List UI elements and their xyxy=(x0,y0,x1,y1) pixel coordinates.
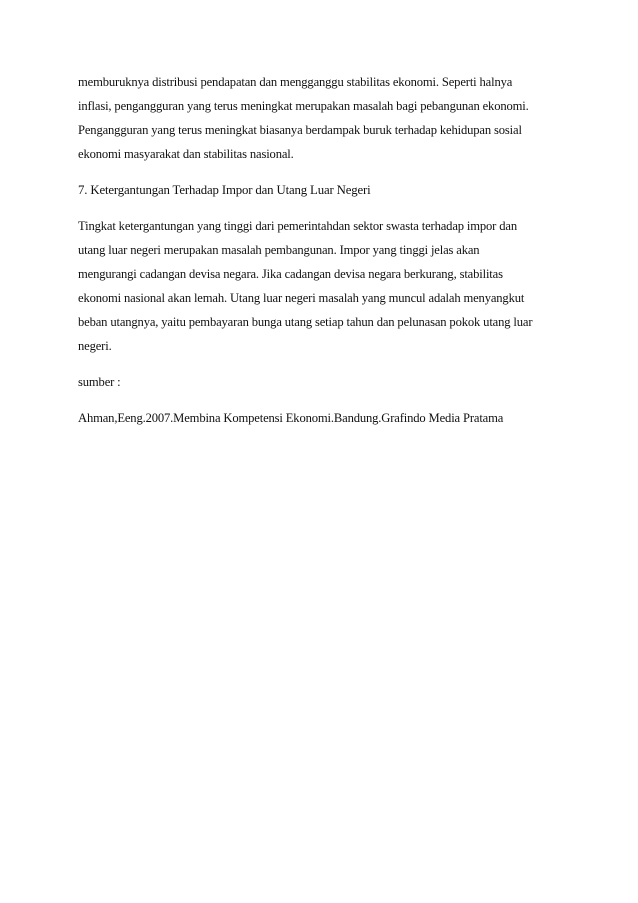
source-citation-block xyxy=(78,406,568,430)
text-line: mengurangi cadangan devisa negara. Jika cadangan devisa negara berkurang, stabilitas xyxy=(78,267,503,281)
source-label-block xyxy=(78,370,568,394)
source-citation: Ahman,Eeng.2007.Membina Kompetensi Ekonomi.Bandung.Grafindo Media Pratama xyxy=(78,411,504,425)
text-line: inflasi, pengangguran yang terus meningkat merupakan masalah bagi pebangunan ekonomi. xyxy=(78,99,529,113)
section-heading: 7. Ketergantungan Terhadap Impor dan Utang Luar Negeri xyxy=(78,183,371,197)
text-line: utang luar negeri merupakan masalah pembangunan. Impor yang tinggi jelas akan xyxy=(78,243,480,257)
text-line: memburuknya distribusi pendapatan dan mengganggu stabilitas ekonomi. Seperti halnya xyxy=(78,75,513,89)
section-heading-7 xyxy=(78,178,568,202)
source-label: sumber : xyxy=(78,375,121,389)
text-line: ekonomi masyarakat dan stabilitas nasional. xyxy=(78,147,294,161)
document-body xyxy=(78,70,568,442)
text-line: Pengangguran yang terus meningkat biasanya berdampak buruk terhadap kehidupan sosial xyxy=(78,123,522,137)
paragraph-import-debt xyxy=(78,214,568,358)
paragraph-economic-stability xyxy=(78,70,568,166)
text-line: ekonomi nasional akan lemah. Utang luar negeri masalah yang muncul adalah menyangkut xyxy=(78,291,525,305)
text-line: beban utangnya, yaitu pembayaran bunga utang setiap tahun dan pelunasan pokok utang luar xyxy=(78,315,533,329)
text-line: Tingkat ketergantungan yang tinggi dari pemerintahdan sektor swasta terhadap impor dan xyxy=(78,219,517,233)
text-line: negeri. xyxy=(78,339,112,353)
